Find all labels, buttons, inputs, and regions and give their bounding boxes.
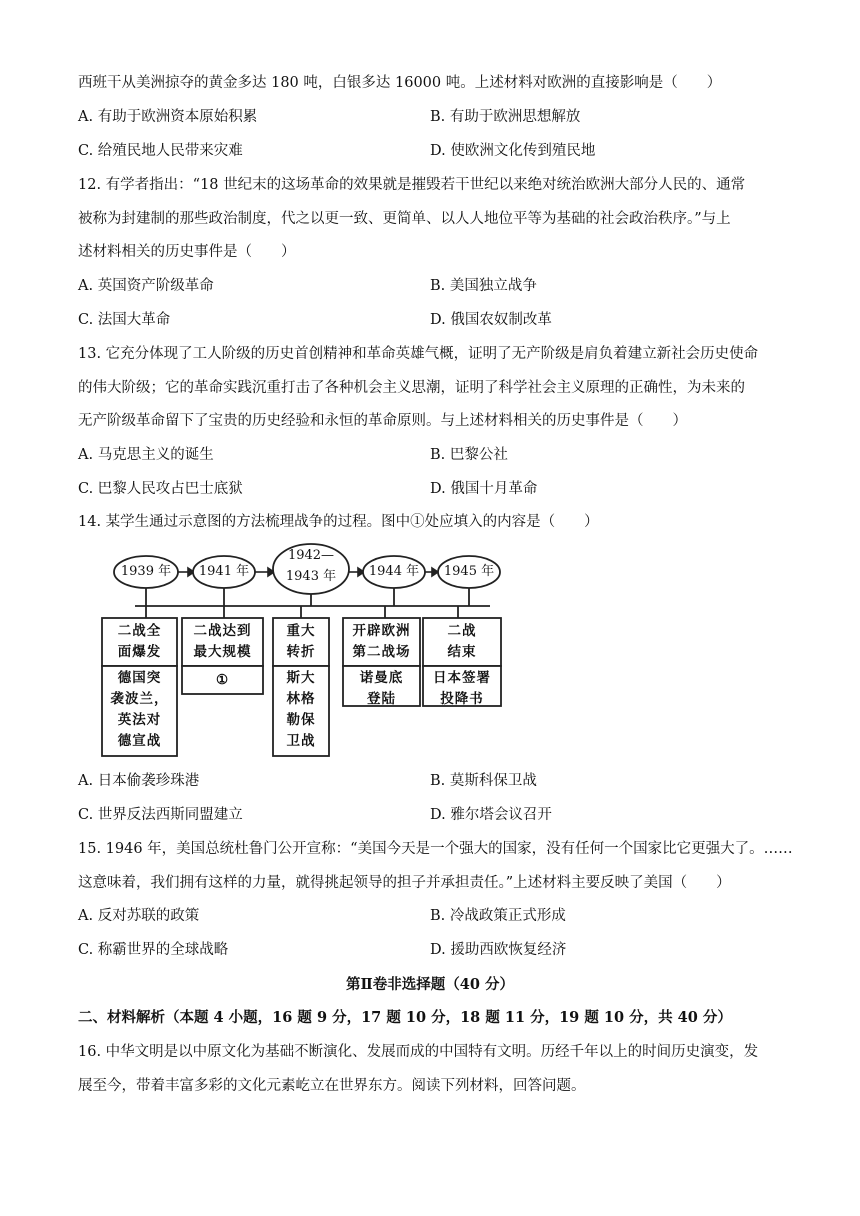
q15-stem-line1: 15. 1946 年，美国总统杜鲁门公开宣称：“美国今天是一个强大的国家，没有任何一个国家比它更强大了。…… — [78, 841, 793, 857]
q14-option-b[interactable]: B. 莫斯科保卫战 — [430, 773, 537, 789]
section2-heading: 二、材料解析（本题 4 小题，16 题 9 分，17 题 10 分，18 题 11 分，19 题 10 分，共 40 分） — [78, 1009, 732, 1026]
q12-option-c[interactable]: C. 法国大革命 — [78, 312, 171, 328]
box-1942-bottom: 斯大 林格 勒保 卫战 — [286, 670, 316, 749]
q14-option-a[interactable]: A. 日本偷袭珍珠港 — [78, 773, 200, 789]
war-timeline-diagram — [90, 542, 510, 764]
q12-option-d[interactable]: D. 俄国农奴制改革 — [430, 312, 552, 328]
box-1939-bottom: 德国突 袭波兰， 英法对 德宣战 — [110, 670, 169, 749]
q11-option-c[interactable]: C. 给殖民地人民带来灾难 — [78, 143, 243, 159]
q11-option-b[interactable]: B. 有助于欧洲思想解放 — [430, 109, 581, 125]
q13-option-a[interactable]: A. 马克思主义的诞生 — [78, 447, 214, 463]
q14-option-d[interactable]: D. 雅尔塔会议召开 — [430, 807, 552, 823]
q14-option-c[interactable]: C. 世界反法西斯同盟建立 — [78, 807, 243, 823]
year-1942-label: 1942— — [287, 548, 335, 563]
q12-stem-line3: 述材料相关的历史事件是（ ） — [78, 244, 296, 260]
box-1945-top: 二战 结束 — [447, 623, 477, 660]
q13-option-d[interactable]: D. 俄国十月革命 — [430, 481, 538, 497]
q13-stem-line2: 的伟大阶级；它的革命实践沉重打击了各种机会主义思潮，证明了科学社会主义原理的正确性，为未来的 — [78, 380, 745, 396]
year-1939-label: 1939 年 — [120, 564, 172, 579]
q12-stem-line1: 12. 有学者指出：“18 世纪末的这场革命的效果就是摧毁若干世纪以来绝对统治欧洲大部分人民的、通常 — [78, 177, 746, 193]
q15-option-c[interactable]: C. 称霸世界的全球战略 — [78, 942, 229, 958]
q11-stem: 西班干从美洲掠夺的黄金多达 180 吨，白银多达 16000 吨。上述材料对欧洲的直接影响是（ ） — [78, 75, 722, 91]
q16-stem-line1: 16. 中华文明是以中原文化为基础不断演化、发展而成的中国特有文明。历经千年以上的时间历史演变，发 — [78, 1044, 759, 1060]
q13-option-c[interactable]: C. 巴黎人民攻占巴士底狱 — [78, 481, 243, 497]
q12-stem-line2: 被称为封建制的那些政治制度，代之以更一致、更简单、以人人地位平等为基础的社会政治秩序。”与上 — [78, 211, 731, 227]
box-1944-bottom: 诺曼底 登陆 — [359, 670, 404, 707]
q11-option-d[interactable]: D. 使欧洲文化传到殖民地 — [430, 143, 596, 159]
part2-title: 第Ⅱ卷非选择题（40 分） — [346, 976, 514, 993]
year-1944-label: 1944 年 — [368, 564, 420, 579]
q15-stem-line2: 这意味着，我们拥有这样的力量，就得挑起领导的担子并承担责任。”上述材料主要反映了美国（ ） — [78, 875, 731, 891]
q14-stem: 14. 某学生通过示意图的方法梳理战争的过程。图中①处应填入的内容是（ ） — [78, 514, 599, 530]
box-1939-top: 二战全 面爆发 — [117, 623, 162, 660]
q13-stem-line1: 13. 它充分体现了工人阶级的历史首创精神和革命英雄气概，证明了无产阶级是肩负着建立新社会历史使命 — [78, 346, 759, 362]
box-1941-blank-marker: ① — [215, 672, 230, 688]
year-1943-label: 1943 年 — [285, 569, 337, 584]
year-1945-label: 1945 年 — [443, 564, 495, 579]
box-1945-bottom: 日本签署 投降书 — [433, 670, 491, 707]
q12-option-a[interactable]: A. 英国资产阶级革命 — [78, 278, 214, 294]
box-1941-top: 二战达到 最大规模 — [193, 623, 252, 660]
year-1941-label: 1941 年 — [198, 564, 250, 579]
q12-option-b[interactable]: B. 美国独立战争 — [430, 278, 537, 294]
q13-stem-line3: 无产阶级革命留下了宝贵的历史经验和永恒的革命原则。与上述材料相关的历史事件是（ ） — [78, 413, 687, 429]
q16-stem-line2: 展至今，带着丰富多彩的文化元素屹立在世界东方。阅读下列材料，回答问题。 — [78, 1078, 586, 1094]
box-1944-top: 开辟欧洲 第二战场 — [352, 623, 411, 660]
q11-option-a[interactable]: A. 有助于欧洲资本原始积累 — [78, 109, 258, 125]
q15-option-b[interactable]: B. 冷战政策正式形成 — [430, 908, 566, 924]
box-1942-top: 重大 转折 — [286, 623, 316, 660]
q15-option-d[interactable]: D. 援助西欧恢复经济 — [430, 942, 567, 958]
q13-option-b[interactable]: B. 巴黎公社 — [430, 447, 508, 463]
q15-option-a[interactable]: A. 反对苏联的政策 — [78, 908, 200, 924]
